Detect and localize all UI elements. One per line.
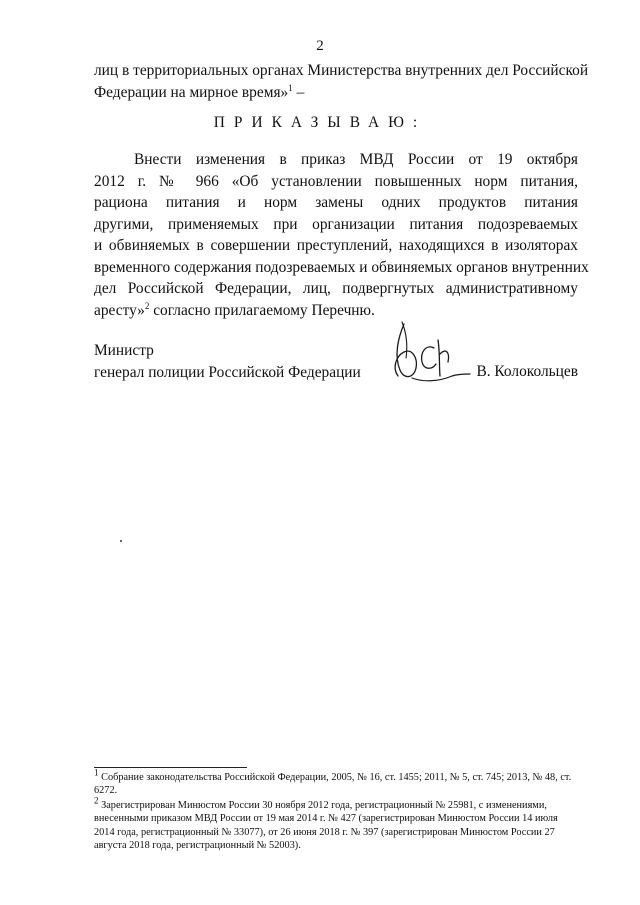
body-line: Внести изменения в приказ МВД России от 19 октября	[134, 151, 578, 168]
signatory-block	[94, 340, 361, 383]
intro-line-text: Федерации на мирное время»	[94, 83, 289, 101]
footnote-mark: 2	[94, 795, 99, 806]
body-line: и обвиняемых в совершении преступлений, находящихся в изоляторах	[94, 237, 578, 254]
intro-tail: –	[292, 83, 305, 101]
scan-speck	[120, 540, 122, 542]
footnotes	[94, 767, 578, 853]
body-line	[94, 300, 578, 322]
footnote-text: Зарегистрирован Минюстом России 30 ноября 2012 года, регистрационный № 25981, с изменениями, внесенными приказом МВД России от 19 мая 2014 г. № 427 (зарегистрирован Минюстом России 14 июля 2014 года, регистрационный № 33077), от 26 июня 2018 г. № 397 (зарегистрирован Минюстом России 27 августа 2018 года, регистрационный № 52003).	[94, 799, 558, 852]
order-heading: ПРИКАЗЫВАЮ:	[213, 114, 427, 131]
footnote-1	[94, 767, 578, 798]
intro-line: лиц в территориальных органах Министерства внутренних дел Российской	[94, 62, 589, 79]
page-number: 2	[316, 38, 324, 54]
signatory-name: В. Колокольцев	[476, 363, 578, 380]
body-last-end: согласно прилагаемому Перечню.	[149, 301, 375, 319]
body-line: 2012 г. № 966 «Об установлении повышенных норм питания,	[94, 172, 578, 190]
footnote-ref-1: 1	[288, 82, 293, 93]
handwritten-signature	[382, 318, 474, 390]
footnote-text: Собрание законодательства Российской Федерации, 2005, № 16, ст. 1455; 2011, № 5, ст. 745; 2013, № 48, ст. 6272.	[94, 772, 572, 797]
body-line: рациона питания и норм замены одних продуктов питания	[94, 194, 578, 211]
intro-paragraph	[94, 60, 589, 103]
body-last-start: аресту»	[94, 301, 145, 319]
footnote-mark: 1	[94, 767, 99, 778]
footnote-ref-2: 2	[144, 300, 150, 311]
signatory-rank: генерал полиции Российской Федерации	[94, 363, 361, 381]
body-line: другими, применяемых при организации питания подозреваемых	[94, 215, 578, 233]
footnote-separator	[94, 767, 247, 768]
body-line: временного содержания подозреваемых и обвиняемых органов внутренних	[94, 258, 589, 276]
intro-line	[94, 82, 578, 104]
body-line: дел Российской Федерации, лиц, подвергнутых административному	[94, 280, 578, 297]
order-body-paragraph	[94, 149, 589, 321]
signatory-position: Министр	[94, 342, 154, 359]
footnote-2	[94, 795, 578, 853]
